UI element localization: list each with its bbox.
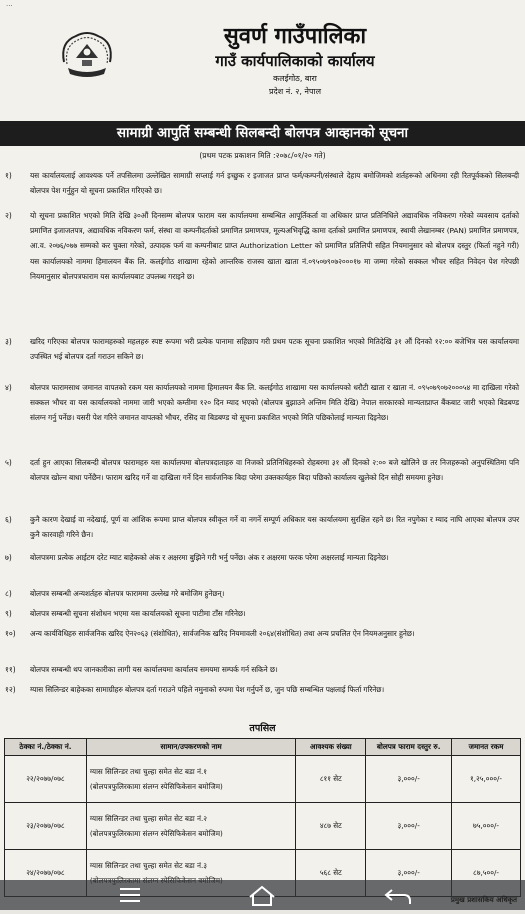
clause-text: कुनै कारण देखाई वा नदेखाई, पूर्ण वा आंशिक रूपमा प्राप्त बोलपत्र स्वीकृत गर्ने वा नगर्ने सम्पूर्ण अधिकार यस कार्यालयमा सुरक्षित रहने छ। रित नपुगेका र म्याद नाघि आएका बोलपत्र उपर कुनै कारवाही गरिने छैन। bbox=[30, 515, 519, 540]
clause-text: खरिद गरिएका बोलपत्र फारामहरुको महलहरु स्पष्ट रूपमा भरी प्रत्येक पानामा सहिछाप गरी प्रथम पटक सूचना प्रकाशित भएको मितिदेखि ३१ औं दिनको १२:०० बजेभित्र यस कार्यालयमा उपस्थित भई बोलपत्र दर्ता गराउन सकिने छ। bbox=[30, 337, 519, 362]
clause-number: ७) bbox=[5, 553, 12, 562]
security-amount: ८७,५००/- bbox=[452, 850, 521, 897]
clause-number: ५) bbox=[5, 458, 12, 467]
table-row bbox=[5, 756, 521, 803]
home-button[interactable] bbox=[232, 880, 292, 910]
clause-number: ६) bbox=[5, 515, 12, 524]
clause-text: यो सूचना प्रकाशित भएको मिति देखि ३०औं दिनसम्म बोलपत्र फाराम यस कार्यालयमा सम्बन्धित आपूर्तिकर्ता वा अधिकार प्राप्त प्रतिनिधिले अद्यावधिक नविकरण गरेको व्यवसाय दर्ताको प्रमाणित इजाजतपत्र, अद्यावधिक नविकरण फर्म, संस्था वा कम्पनीदर्ताको प्रमाणित प्रमाणपत्र, मूल्यअभिवृद्धि कामा दर्ताको प्रमाणित प्रमाणपत्र, स्थायी लेखानम्बर (PAN) प्रमाणित प्रमाणपत्र, आ.व. २०७६/०७७ सम्मको कर चुक्ता गरेको, उत्पादक फर्म वा कम्पनीबाट प्राप्त Authorization Letter को प्रमाणित प्रतिलिपी सहित नियमानुसार को बोलपत्र दस्तुर (फिर्ता नहुने गरी) यस कार्यालयको नाममा हिमालयन बैंक लि. कलईगोठ शाखामा रहेको आन्तरिक राजस्व खाता खाता नं.०९५०७९०७२०००१७ मा जम्मा गरेको सक्कल भौचर सहित निवेदन पेश गरेपछी नियमानुसार बोलपत्रफाराम यस कार्यालयबाट उपलब्ध गराइने छ। bbox=[30, 211, 519, 281]
clause-number: १) bbox=[5, 171, 12, 180]
clause-text: ग्यास सिलिन्डर बाहेकका सामाग्रीहरु बोलपत्र दर्ता गराउने पहिले नमुनाको रुपमा पेश गर्नुपर्ने छ, जुन पछि सम्बन्धित पक्षलाई फिर्ता गरिनेछ। bbox=[30, 685, 385, 694]
back-icon bbox=[368, 880, 428, 910]
item-note: (बोलपत्रफुलिरकामा संलग्न स्पेसिफिकेसन बमोजिम) bbox=[89, 782, 223, 791]
column-header: सामान/उपकरणको नाम bbox=[86, 739, 296, 756]
clause-text: यस कार्यालयलाई आवश्यक पर्ने तपसिलमा उल्लेखित सामाग्री सप्लाई गर्न इच्छुक र इजाजत प्राप्त फर्म/कम्पनी/संस्थाले देहाय बमोजिमको शर्तहरूको अधिनमा रही रितपूर्वकको सिलबन्दी बोलपत्र पेश गर्नुहुन यो सूचना प्रकाशित गरिएको छ। bbox=[30, 171, 519, 196]
clause-number: ११) bbox=[5, 665, 16, 674]
security-amount: ७५,०००/- bbox=[452, 803, 521, 850]
clause-text: बोलपत्रमा प्रत्येक आईटम दरेट म्याट बाहेकको अंक र अक्षरमा बुझिने गरी भर्नु पर्नेछ। अंक र अक्षरमा फरक परेमा अक्षरलाई मान्यता दिइनेछ। bbox=[30, 553, 389, 562]
clause-text: बोलपत्र सम्बन्धी सूचना संशोधन भएमा यस कार्यालयको सूचना पाटीमा टाँस गरिनेछ। bbox=[30, 609, 246, 618]
clause-text: दर्ता हुन आएका सिलबन्दी बोलपत्र फारामहरु यस कार्यालयमा बोलपत्रदाताहरु वा निजको प्रतिनिधिहरुको रोहबरमा ३१ औं दिनको २:०० बजे खोलिने छ तर निजहरूको अनुपस्थितिमा पनि बोलपत्र खोल्न बाधा पर्नेछैन। फाराम खरिद गर्ने वा दाखिला गर्ने दिन सार्वजनिक बिदा परेमा उक्तकार्यहरु बिदा पछिको कार्यालय खुलेको दिन सोही समयमा हुनेछ। bbox=[30, 458, 519, 483]
government-emblem bbox=[58, 28, 116, 82]
column-header: जमानत रकम bbox=[452, 739, 521, 756]
schedule-table bbox=[4, 738, 521, 897]
android-nav-bar bbox=[0, 880, 525, 910]
office-header bbox=[130, 22, 460, 98]
quantity: ८११ सेट bbox=[296, 756, 366, 803]
home-icon bbox=[232, 880, 292, 910]
clause-number: ८) bbox=[5, 589, 12, 598]
contract-number: २२/२०७७/०७८ bbox=[5, 756, 87, 803]
column-header: आवश्यक संख्या bbox=[296, 739, 366, 756]
form-fee: ३,०००/- bbox=[366, 850, 452, 897]
table-row bbox=[5, 803, 521, 850]
menu-icon bbox=[100, 880, 160, 910]
quantity: ४८७ सेट bbox=[296, 803, 366, 850]
office-province: प्रदेश नं. २, नेपाल bbox=[268, 87, 322, 96]
office-address: कलईगोठ, बारा bbox=[273, 74, 317, 83]
clause-number: ४) bbox=[5, 383, 12, 392]
clause-number: ९) bbox=[5, 609, 12, 618]
notice-title-banner: सामाग्री आपुर्ति सम्बन्धी सिलबन्दी बोलपत्र आव्हानको सूचना bbox=[0, 121, 525, 146]
schedule-title: तपसिल bbox=[249, 723, 276, 734]
item-cell bbox=[86, 756, 296, 803]
municipality-name: सुवर्ण गाउँपालिका bbox=[223, 23, 367, 49]
form-fee: ३,०००/- bbox=[366, 803, 452, 850]
column-header: ठेक्का नं./ठेक्का नं. bbox=[5, 739, 87, 756]
contract-number: २३/२०७७/०७८ bbox=[5, 803, 87, 850]
item-note: (बोलपत्रफुलिरकामा संलग्न स्पेसिफिकेसन बमोजिम) bbox=[89, 829, 223, 838]
item-cell bbox=[86, 803, 296, 850]
publication-date: (प्रथम पटक प्रकाशन मिति :२०७८/०१/२० गते) bbox=[199, 151, 326, 160]
table-header-row bbox=[5, 739, 521, 756]
security-amount: १,२५,०००/- bbox=[452, 756, 521, 803]
item-name: ग्यास सिलिन्डर तथा चुल्हा समेत सेट बडा नं.१ bbox=[89, 767, 208, 776]
menu-button[interactable] bbox=[100, 880, 160, 910]
back-button[interactable] bbox=[368, 880, 428, 910]
clause-number: २) bbox=[5, 211, 12, 220]
clause-text: बोलपत्र फारामसाथ जमानत वापतको रकम यस कार्यालयको नाममा हिमालयन बैंक लि. कलईगोठ शाखामा यस कार्यालयको धरौटी खाता र खाता नं. ०९५०७९०७२०००५४ मा दाखिला गरेको सक्कल भौचर वा यस कार्यालयको नाममा जारी भएको कम्तीमा १२० दिन म्याद भएको (बोलपत्र बुझाउने अन्तिम मिति देखि) नेपाल सरकारको मान्यताप्राप्त बैंकबाट जारी भएको बिडबण्ड संलग्न गर्नु पर्नेछ। यसरी पेश गरिने जमानत वापतको भौचर, रसिद वा बिडबण्ड यो सूचना प्रकाशित भएको मिति पछिकोलाई मान्यता दिइनेछ। bbox=[30, 383, 519, 423]
clause-number: ३) bbox=[5, 337, 12, 346]
clause-number: १०) bbox=[5, 629, 16, 638]
clause-text: बोलपत्र सम्बन्धी अन्यशर्तहरु बोलपत्र फाराममा उल्लेख गरे बमोजिम हुनेछन्। bbox=[30, 589, 225, 598]
item-name: ग्यास सिलिन्डर तथा चुल्हा समेत सेट बडा नं.२ bbox=[89, 814, 208, 823]
clause-number: १२) bbox=[5, 685, 16, 694]
item-name: ग्यास सिलिन्डर तथा चुल्हा समेत सेट बडा नं.३ bbox=[89, 861, 208, 870]
clause-text: बोलपत्र सम्बन्धी थप जानकारीका लागी यस कार्यालयमा कार्यालय समयमा सम्पर्क गर्न सकिने छ। bbox=[30, 665, 278, 674]
form-fee: ३,०००/- bbox=[366, 756, 452, 803]
quantity: ५६८ सेट bbox=[296, 850, 366, 897]
office-title: गाउँ कार्यपालिकाको कार्यालय bbox=[215, 52, 375, 70]
top-clipped-text: ... bbox=[6, 0, 13, 8]
contract-number: २४/२०७७/०७८ bbox=[5, 850, 87, 897]
clause-text: अन्य कार्यविधिहरु सार्वजनिक खरिद ऐन२०६३ (संशोधित), सार्वजनिक खरिद नियमावली २०६४(संशोधित) तथा अन्य प्रचलित ऐन नियमअनुसार हुनेछ। bbox=[30, 629, 415, 638]
signatory-title: प्रमुख प्रशासकिय अधिकृत bbox=[450, 896, 517, 904]
column-header: बोलपत्र फाराम दस्तुर रु. bbox=[366, 739, 452, 756]
